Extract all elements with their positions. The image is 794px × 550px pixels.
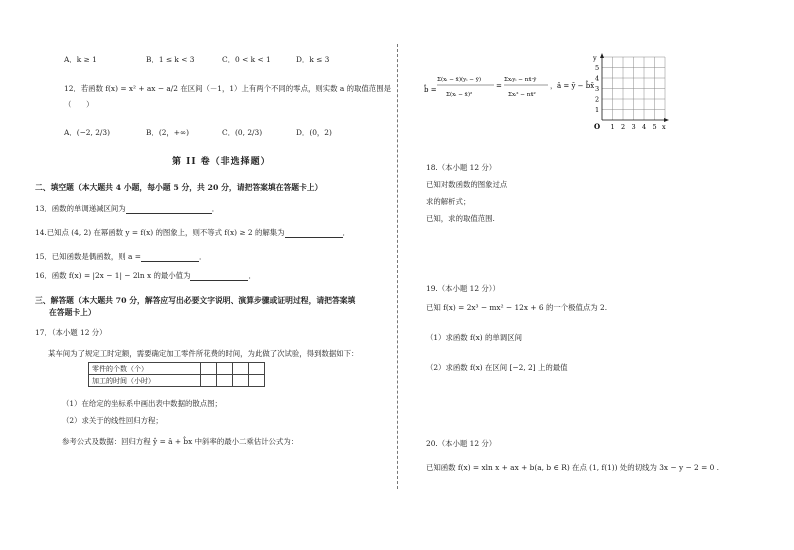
y-axis-label: y bbox=[593, 54, 597, 62]
q11-option-c: C．0 < k < 1 bbox=[222, 55, 271, 64]
x-axis-label: x bbox=[662, 123, 666, 131]
q17-data-table bbox=[88, 362, 265, 387]
q12-option-d: D．(0，2) bbox=[296, 128, 332, 137]
x-tick-label: 3 bbox=[631, 123, 636, 131]
grid-lines bbox=[602, 57, 665, 120]
q16-text: 16．函数 f(x) = |2x − 1| − 2ln x 的最小值为 bbox=[35, 271, 191, 280]
x-tick-label: 2 bbox=[621, 123, 626, 131]
table-cell bbox=[201, 363, 217, 375]
q13-text: 13．函数的单调递减区间为 bbox=[35, 204, 126, 213]
column-divider bbox=[397, 44, 398, 489]
q17-intro: 某车间为了规定工时定额，需要确定加工零件所花费的时间，为此做了次试验，得到数据如下： bbox=[48, 349, 359, 358]
q18-line1: 已知对数函数的图象过点 bbox=[426, 180, 508, 189]
formula-numerator-2: Σxᵢyᵢ − nx̄·ȳ bbox=[504, 77, 537, 83]
q15: 15．已知函数是偶函数，则 a = ． bbox=[35, 252, 207, 261]
q14-blank bbox=[285, 229, 343, 238]
q12-option-b: B．(2，+∞) bbox=[146, 128, 190, 137]
q19-line3: （2）求函数 f(x) 在区间 [−2, 2] 上的最值 bbox=[426, 363, 568, 372]
q14-text: 14.已知点 (4, 2) 在幂函数 y = f(x) 的图象上，则不等式 f(x) ≥ 2 的解集为 bbox=[35, 228, 285, 237]
answer-section-header-1: 三、解答题（本大题共 70 分，解答应写出必要文字说明、演算步骤或证明过程，请把答案填 bbox=[35, 296, 356, 305]
formula-equals: = bbox=[496, 82, 502, 90]
y-tick-label: 2 bbox=[595, 95, 600, 104]
formula-denominator-1: Σ(xᵢ − x̄)² bbox=[446, 92, 473, 98]
q13: 13．函数的单调递减区间为 ． bbox=[35, 204, 220, 213]
a-hat-formula: ，â = ȳ − b̂x̄ bbox=[550, 82, 594, 90]
q19-head: 19.（本小题 12 分）） bbox=[426, 284, 500, 293]
x-tick-label: 4 bbox=[642, 123, 647, 131]
regression-formula bbox=[424, 68, 594, 108]
q11-option-d: D．k ≤ 3 bbox=[296, 55, 330, 64]
formula-denominator-2: Σxᵢ² − nx̄² bbox=[508, 92, 536, 98]
q11-option-a: A．k ≥ 1 bbox=[64, 55, 97, 64]
table-row bbox=[89, 375, 265, 387]
table-cell bbox=[233, 363, 249, 375]
q19-line1: 已知 f(x) = 2x³ − mx² − 12x + 6 的一个极值点为 2. bbox=[426, 303, 608, 312]
q19-line2: （1）求函数 f(x) 的单调区间 bbox=[426, 333, 522, 342]
q11-option-b: B．1 ≤ k < 3 bbox=[146, 55, 195, 64]
y-tick-label: 4 bbox=[595, 74, 600, 83]
fill-section-header: 二、填空题（本大题共 4 小题，每小题 5 分，共 20 分，请把答案填在答题卡上） bbox=[35, 183, 323, 192]
table-cell bbox=[233, 375, 249, 387]
q12-option-a: A．(−2, 2/3) bbox=[64, 128, 110, 137]
x-tick-label: 5 bbox=[652, 123, 657, 131]
table-cell bbox=[201, 375, 217, 387]
q17-head: 17．（本小题 12 分） bbox=[35, 328, 107, 337]
q20-line1: 已知函数 f(x) = xln x + ax + b(a, b ∈ R) 在点 (1, f(1)) 处的切线为 3x − y − 2 = 0 . bbox=[426, 463, 720, 472]
answer-section-header-2: 在答题卡上） bbox=[49, 308, 96, 317]
q20-head: 20.（本小题 12 分） bbox=[426, 439, 497, 448]
q18-line2: 求的解析式； bbox=[426, 197, 471, 206]
table-cell bbox=[217, 363, 233, 375]
table-row bbox=[89, 363, 265, 375]
y-tick-label: 3 bbox=[595, 85, 600, 93]
table-cell bbox=[217, 375, 233, 387]
x-axis-arrow-icon bbox=[664, 118, 669, 122]
q18-line3: 已知，求的取值范围. bbox=[426, 214, 495, 223]
y-axis-arrow-icon bbox=[600, 53, 604, 58]
table-row-label-time: 加工的时间（小时） bbox=[89, 375, 201, 387]
q12-stem: 12．若函数 f(x) = x² + ax − a/2 在区间（－1，1）上有两个不同的零点，则实数 a 的取值范围是 bbox=[64, 84, 391, 93]
y-tick-label: 1 bbox=[595, 106, 600, 114]
table-cell bbox=[249, 363, 265, 375]
formula-numerator-1: Σ(xᵢ − x̄)(yᵢ − ȳ) bbox=[437, 77, 482, 83]
q17-sub1: （1）在给定的坐标系中画出表中数据的散点图； bbox=[62, 399, 222, 408]
table-cell bbox=[249, 375, 265, 387]
y-tick-labels bbox=[595, 64, 599, 114]
q18-head: 18.（本小题 12 分） bbox=[426, 163, 497, 172]
q12-paren: （ ） bbox=[64, 100, 94, 109]
q15-blank bbox=[141, 253, 199, 262]
q17-formula-intro: 参考公式及数据：回归方程 ŷ = â + b̂x 中斜率的最小二乘估计公式为： bbox=[62, 437, 299, 446]
q15-text: 15．已知函数是偶函数，则 a = bbox=[35, 252, 141, 261]
table-row-label-parts: 零件的个数（个） bbox=[89, 363, 201, 375]
part2-title: 第 II 卷（非选择题） bbox=[172, 157, 271, 167]
q13-blank bbox=[126, 205, 212, 214]
origin-label: O bbox=[594, 122, 601, 131]
q16: 16．函数 f(x) = |2x − 1| − 2ln x 的最小值为 ． bbox=[35, 271, 256, 280]
q16-blank bbox=[190, 272, 248, 281]
q17-sub2: （2）求关于的线性回归方程； bbox=[62, 416, 163, 425]
coordinate-grid bbox=[590, 52, 672, 134]
x-tick-label: 1 bbox=[610, 123, 615, 131]
q12-option-c: C．(0, 2/3) bbox=[222, 128, 263, 137]
y-tick-label: 5 bbox=[595, 64, 600, 72]
q14: 14.已知点 (4, 2) 在幂函数 y = f(x) 的图象上，则不等式 f(x) ≥ 2 的解集为 ． bbox=[35, 228, 350, 237]
x-tick-labels bbox=[611, 123, 657, 131]
b-hat-label: b̂ = bbox=[424, 86, 437, 94]
